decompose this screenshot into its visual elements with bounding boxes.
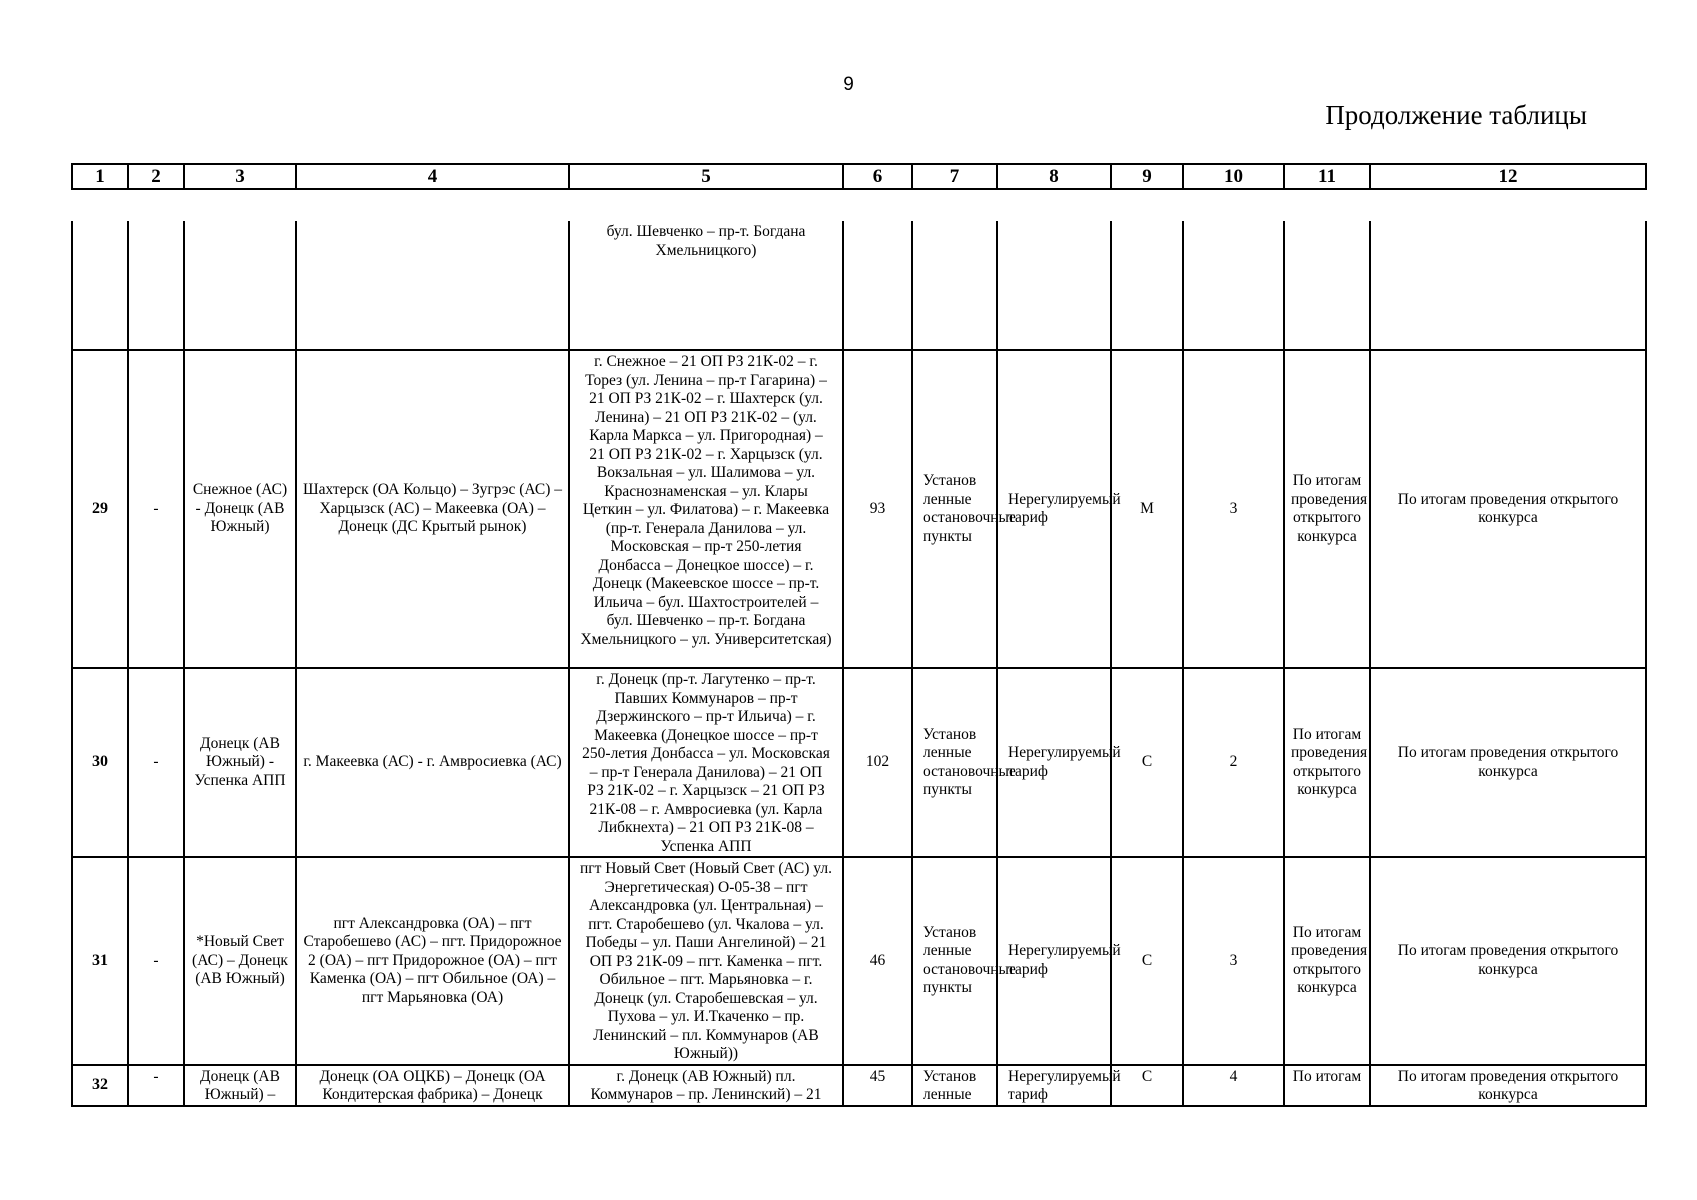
- cell-stops: Донецк (ОА ОЦКБ) – Донецк (ОА Кондитерская фабрика) – Донецк: [296, 1065, 569, 1106]
- cell-count: 3: [1183, 350, 1284, 668]
- cell-class: М: [1111, 350, 1183, 668]
- cell-stop-type: Установ ленные: [912, 1065, 997, 1106]
- table-row: [72, 350, 1646, 668]
- table-header: [71, 163, 1647, 190]
- cell-route-name: [184, 221, 296, 350]
- page-number: 9: [843, 74, 854, 95]
- cell-count: 3: [1183, 857, 1284, 1065]
- column-header: 9: [1111, 164, 1183, 189]
- column-header: 7: [912, 164, 997, 189]
- table-row: [72, 668, 1646, 857]
- cell-date: По итогам проведения открытого конкурса: [1370, 350, 1646, 668]
- cell-stop-type: Установ ленные остановочные пункты: [912, 668, 997, 857]
- cell-dash: -: [128, 1065, 184, 1106]
- cell-dash: -: [128, 668, 184, 857]
- cell-route-path: бул. Шевченко – пр-т. Богдана Хмельницкого): [569, 221, 843, 350]
- cell-date: По итогам проведения открытого конкурса: [1370, 1065, 1646, 1106]
- cell-stop-type: Установ ленные остановочные пункты: [912, 350, 997, 668]
- cell-stops: [296, 221, 569, 350]
- cell-length: 46: [843, 857, 912, 1065]
- cell-stops: пгт Александровка (ОА) – пгт Старобешево (АС) – пгт. Придорожное 2 (ОА) – пгт Придорожное (ОА) – пгт Каменка (ОА) – пгт Обильное (ОА) – пгт Марьяновка (ОА): [296, 857, 569, 1065]
- cell-count: 4: [1183, 1065, 1284, 1106]
- cell-stop-type: Установ ленные остановочные пункты: [912, 857, 997, 1065]
- cell-dash: -: [128, 350, 184, 668]
- cell-tariff: Нерегулируемый тариф: [997, 668, 1111, 857]
- routes-table: [71, 221, 1647, 1107]
- cell-class: С: [1111, 857, 1183, 1065]
- cell-tariff: Нерегулируемый тариф: [997, 857, 1111, 1065]
- cell-tariff: [997, 221, 1111, 350]
- table-row: [72, 857, 1646, 1065]
- cell-route-name: Снежное (АС) - Донецк (АВ Южный): [184, 350, 296, 668]
- column-header: 3: [184, 164, 296, 189]
- column-header: 8: [997, 164, 1111, 189]
- cell-carrier: [1284, 221, 1370, 350]
- cell-date: По итогам проведения открытого конкурса: [1370, 668, 1646, 857]
- cell-date: По итогам проведения открытого конкурса: [1370, 857, 1646, 1065]
- cell-route-path: г. Снежное – 21 ОП РЗ 21К-02 – г. Торез (ул. Ленина – пр-т Гагарина) – 21 ОП РЗ 21К-02 – г. Шахтерск (ул. Ленина) – 21 ОП РЗ 21К-02 – (ул. Карла Маркса – ул. Пригородная) – 21 ОП РЗ 21К-02 – г. Харцызск (ул. Вокзальная – ул. Шалимова – ул. Краснознаменская – ул. Клары Цеткин – ул. Филатова) – г. Макеевка (пр-т. Генерала Данилова – ул. Московская – пр-т 250-летия Донбасса – Донецкое шоссе) – г. Донецк (Макеевское шоссе – пр-т. Ильича – бул. Шахтостроителей – бул. Шевченко – пр-т. Богдана Хмельницкого – ул. Университетская): [569, 350, 843, 668]
- table-row: [72, 221, 1646, 350]
- cell-route-name: Донецк (АВ Южный) –: [184, 1065, 296, 1106]
- cell-class: С: [1111, 1065, 1183, 1106]
- continuation-title: Продолжение таблицы: [1325, 100, 1587, 130]
- cell-stop-type: [912, 221, 997, 350]
- cell-number: [72, 221, 128, 350]
- cell-route-path: г. Донецк (пр-т. Лагутенко – пр-т. Павших Коммунаров – пр-т Дзержинского – пр-т Ильича) – г. Макеевка (Донецкое шоссе – пр-т 250-летия Донбасса – ул. Московская – пр-т Генерала Данилова) – 21 ОП РЗ 21К-02 – г. Харцызск – 21 ОП РЗ 21К-08 – г. Амвросиевка (ул. Карла Либкнехта) – 21 ОП РЗ 21К-08 – Успенка АПП: [569, 668, 843, 857]
- column-header: 6: [843, 164, 912, 189]
- cell-number: 29: [72, 350, 128, 668]
- cell-carrier: По итогам проведения открытого конкурса: [1284, 350, 1370, 668]
- cell-number: 30: [72, 668, 128, 857]
- cell-route-name: *Новый Свет (АС) – Донецк (АВ Южный): [184, 857, 296, 1065]
- cell-tariff: Нерегулируемый тариф: [997, 1065, 1111, 1106]
- table-row: [72, 1065, 1646, 1106]
- cell-carrier: По итогам проведения открытого конкурса: [1284, 668, 1370, 857]
- cell-date: [1370, 221, 1646, 350]
- cell-class: С: [1111, 668, 1183, 857]
- cell-length: 93: [843, 350, 912, 668]
- column-header: 4: [296, 164, 569, 189]
- cell-dash: [128, 221, 184, 350]
- cell-stops: г. Макеевка (АС) - г. Амвросиевка (АС): [296, 668, 569, 857]
- cell-class: [1111, 221, 1183, 350]
- cell-count: 2: [1183, 668, 1284, 857]
- cell-dash: -: [128, 857, 184, 1065]
- column-header: 10: [1183, 164, 1284, 189]
- column-header: 1: [72, 164, 128, 189]
- cell-length: 45: [843, 1065, 912, 1106]
- cell-length: 102: [843, 668, 912, 857]
- cell-tariff: Нерегулируемый тариф: [997, 350, 1111, 668]
- cell-count: [1183, 221, 1284, 350]
- column-header: 2: [128, 164, 184, 189]
- cell-number: 32: [72, 1065, 128, 1106]
- cell-stops: Шахтерск (ОА Кольцо) – Зугрэс (АС) – Харцызск (АС) – Макеевка (ОА) – Донецк (ДС Крытый рынок): [296, 350, 569, 668]
- cell-number: 31: [72, 857, 128, 1065]
- column-header: 12: [1370, 164, 1646, 189]
- cell-carrier: По итогам проведения открытого конкурса: [1284, 857, 1370, 1065]
- cell-carrier: По итогам: [1284, 1065, 1370, 1106]
- cell-route-name: Донецк (АВ Южный) - Успенка АПП: [184, 668, 296, 857]
- cell-length: [843, 221, 912, 350]
- cell-route-path: пгт Новый Свет (Новый Свет (АС) ул. Энергетическая) О-05-38 – пгт Александровка (ул. Центральная) – пгт. Старобешево (ул. Чкалова – ул. Победы – ул. Паши Ангелиной) – 21 ОП РЗ 21К-09 – пгт. Каменка – пгт. Обильное – пгт. Марьяновка – г. Донецк (ул. Старобешевская – ул. Пухова – ул. И.Ткаченко – пр. Ленинский – пл. Коммунаров (АВ Южный)): [569, 857, 843, 1065]
- cell-route-path: г. Донецк (АВ Южный) пл. Коммунаров – пр. Ленинский) – 21: [569, 1065, 843, 1106]
- column-header: 11: [1284, 164, 1370, 189]
- column-header: 5: [569, 164, 843, 189]
